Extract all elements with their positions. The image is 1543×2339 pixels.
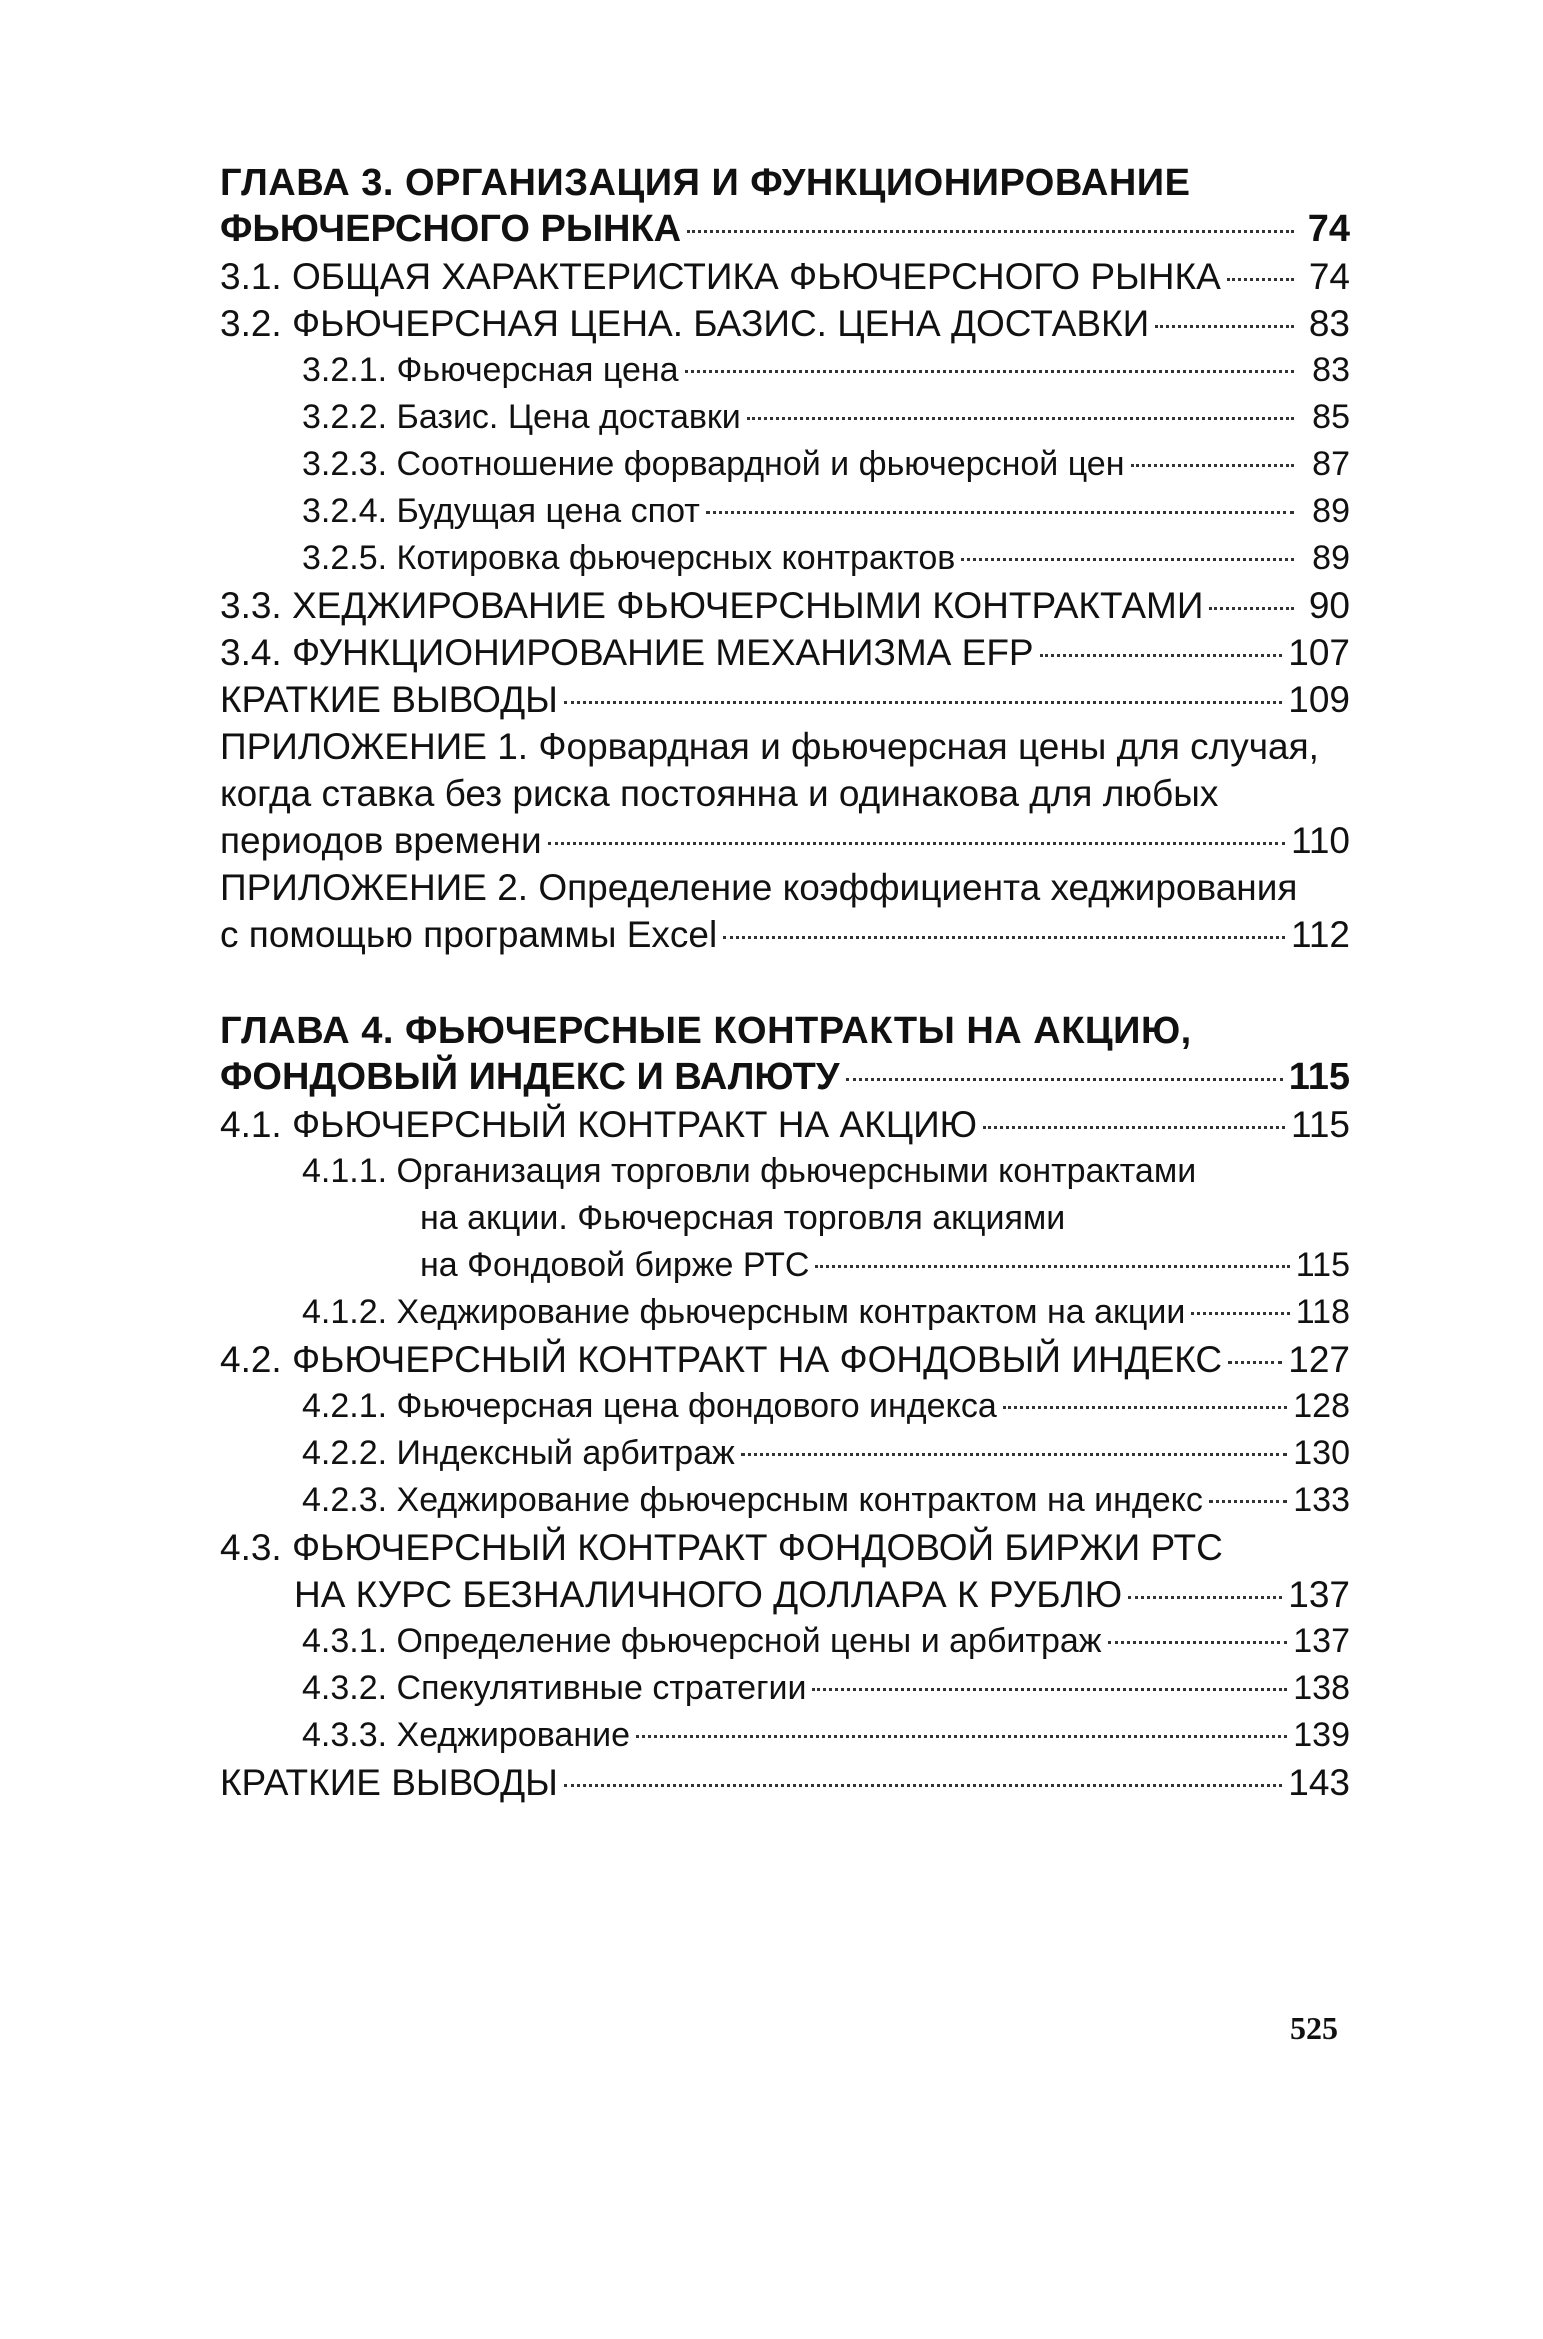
page-number: 83 bbox=[1312, 351, 1350, 389]
toc-entry-4-1-1-line1: 4.1.1. Организация торговли фьючерсными контрактами bbox=[302, 1152, 1197, 1190]
dot-leader bbox=[723, 936, 1285, 939]
toc-entry bbox=[220, 629, 1350, 676]
toc-entry-text: 4.2.3. Хеджирование фьючерсным контрактом на индекс bbox=[302, 1481, 1203, 1519]
toc-entry-4-3-line1: 4.3. ФЬЮЧЕРСНЫЙ КОНТРАКТ ФОНДОВОЙ БИРЖИ РТС bbox=[220, 1527, 1223, 1568]
dot-leader bbox=[1040, 654, 1283, 657]
toc-entry-text: 4.2.2. Индексный арбитраж bbox=[302, 1434, 735, 1472]
toc-entry-text: 4.2. ФЬЮЧЕРСНЫЙ КОНТРАКТ НА ФОНДОВЫЙ ИНДЕКС bbox=[220, 1339, 1223, 1380]
toc-entry-text: 3.2.2. Базис. Цена доставки bbox=[302, 398, 741, 436]
dot-leader bbox=[812, 1688, 1287, 1691]
page-number: 143 bbox=[1288, 1762, 1350, 1803]
page-number: 133 bbox=[1293, 1481, 1350, 1519]
dot-leader bbox=[1108, 1641, 1288, 1644]
chapter-3-title-line2: ФЬЮЧЕРСНОГО РЫНКА bbox=[220, 208, 682, 250]
appendix-2-line2: с помощью программы Excel 112 bbox=[220, 911, 1350, 958]
dot-leader bbox=[1128, 1596, 1282, 1599]
appendix-1-line3: периодов времени 110 bbox=[220, 817, 1350, 864]
toc-entry-text: КРАТКИЕ ВЫВОДЫ bbox=[220, 679, 558, 720]
dot-leader bbox=[1227, 278, 1294, 281]
toc-entry bbox=[220, 676, 1350, 723]
toc-entry bbox=[220, 1665, 1350, 1712]
toc-entry-text: 3.2. ФЬЮЧЕРСНАЯ ЦЕНА. БАЗИС. ЦЕНА ДОСТАВКИ bbox=[220, 303, 1150, 344]
toc-entry bbox=[220, 347, 1350, 394]
page-number: 112 bbox=[1291, 914, 1350, 955]
chapter-4-entries bbox=[220, 1101, 1350, 1806]
chapter-4-title-line2: ФОНДОВЫЙ ИНДЕКС И ВАЛЮТУ bbox=[220, 1056, 840, 1098]
dot-leader bbox=[1155, 325, 1294, 328]
toc-entry-text: 4.3.3. Хеджирование bbox=[302, 1716, 631, 1754]
toc-entry-4-3-line2: НА КУРС БЕЗНАЛИЧНОГО ДОЛЛАРА К РУБЛЮ 137 bbox=[220, 1571, 1350, 1618]
toc-entry-text: 4.1.2. Хеджирование фьючерсным контрактом на акции bbox=[302, 1293, 1186, 1331]
toc-entry bbox=[220, 1101, 1350, 1148]
dot-leader bbox=[687, 230, 1294, 233]
toc-entry bbox=[220, 1712, 1350, 1759]
toc-entry bbox=[220, 1336, 1350, 1383]
dot-leader bbox=[815, 1265, 1289, 1268]
appendix-1-line2: когда ставка без риска постоянна и одинакова для любых bbox=[220, 773, 1219, 814]
toc-entry-text: 3.2.3. Соотношение форвардной и фьючерсной цен bbox=[302, 445, 1125, 483]
page-number: 74 bbox=[1307, 208, 1350, 250]
toc-entry-text: КРАТКИЕ ВЫВОДЫ bbox=[220, 1762, 558, 1803]
page-number: 130 bbox=[1293, 1434, 1350, 1472]
toc-entry bbox=[220, 394, 1350, 441]
toc-entry-text: 3.4. ФУНКЦИОНИРОВАНИЕ МЕХАНИЗМА EFP bbox=[220, 632, 1034, 673]
toc-entry-text: 3.2.5. Котировка фьючерсных контрактов bbox=[302, 539, 956, 577]
page-number: 109 bbox=[1288, 679, 1350, 720]
dot-leader bbox=[564, 701, 1282, 704]
chapter-4-title bbox=[220, 1008, 1350, 1054]
toc-entry-text: 4.3.2. Спекулятивные стратегии bbox=[302, 1669, 807, 1707]
page-number: 87 bbox=[1312, 445, 1350, 483]
page-folio: 525 bbox=[1290, 2010, 1338, 2046]
page-number: 115 bbox=[1295, 1246, 1350, 1284]
toc-entry bbox=[220, 300, 1350, 347]
chapter-3-entries bbox=[220, 253, 1350, 958]
toc-entry-text: 4.1. ФЬЮЧЕРСНЫЙ КОНТРАКТ НА АКЦИЮ bbox=[220, 1104, 978, 1145]
page-number: 137 bbox=[1293, 1622, 1350, 1660]
chapter-4-title-line1: ГЛАВА 4. ФЬЮЧЕРСНЫЕ КОНТРАКТЫ НА АКЦИЮ, bbox=[220, 1010, 1192, 1052]
toc-entry bbox=[220, 1383, 1350, 1430]
chapter-gap bbox=[220, 958, 1350, 1008]
toc-entry bbox=[220, 1759, 1350, 1806]
toc-entry-text: 4.2.1. Фьючерсная цена фондового индекса bbox=[302, 1387, 997, 1425]
toc-entry bbox=[220, 582, 1350, 629]
page-number: 138 bbox=[1293, 1669, 1350, 1707]
chapter-3-title-row bbox=[220, 206, 1350, 253]
dot-leader bbox=[706, 511, 1294, 514]
toc-entry bbox=[220, 1477, 1350, 1524]
page-number: 128 bbox=[1293, 1387, 1350, 1425]
toc-entry bbox=[220, 488, 1350, 535]
page-number: 115 bbox=[1291, 1104, 1350, 1145]
page-number: 110 bbox=[1291, 820, 1350, 861]
dot-leader bbox=[846, 1078, 1283, 1081]
chapter-3-title bbox=[220, 160, 1350, 206]
appendix-1-line1: ПРИЛОЖЕНИЕ 1. Форвардная и фьючерсная цены для случая, bbox=[220, 726, 1319, 767]
dot-leader bbox=[1191, 1312, 1289, 1315]
page-number: 85 bbox=[1312, 398, 1350, 436]
page-number: 127 bbox=[1288, 1339, 1350, 1380]
page-number: 89 bbox=[1312, 492, 1350, 530]
dot-leader bbox=[1209, 607, 1294, 610]
dot-leader bbox=[1131, 464, 1295, 467]
dot-leader bbox=[961, 558, 1294, 561]
dot-leader bbox=[1228, 1361, 1282, 1364]
toc-entry-text: 4.3.1. Определение фьючерсной цены и арбитраж bbox=[302, 1622, 1102, 1660]
dot-leader bbox=[741, 1453, 1287, 1456]
toc-entry bbox=[220, 535, 1350, 582]
appendix-2-line1: ПРИЛОЖЕНИЕ 2. Определение коэффициента хеджирования bbox=[220, 867, 1298, 908]
dot-leader bbox=[747, 417, 1294, 420]
page-number: 90 bbox=[1308, 585, 1350, 626]
page-number: 83 bbox=[1308, 303, 1350, 344]
page-number: 137 bbox=[1288, 1574, 1350, 1615]
toc-entry-text: 3.2.1. Фьючерсная цена bbox=[302, 351, 679, 389]
page-number: 107 bbox=[1288, 632, 1350, 673]
page-number: 118 bbox=[1295, 1293, 1350, 1331]
toc-entry bbox=[220, 1430, 1350, 1477]
dot-leader bbox=[983, 1126, 1285, 1129]
dot-leader bbox=[1003, 1406, 1288, 1409]
toc-entry-text: 3.3. ХЕДЖИРОВАНИЕ ФЬЮЧЕРСНЫМИ КОНТРАКТАМИ bbox=[220, 585, 1204, 626]
dot-leader bbox=[1209, 1500, 1287, 1503]
dot-leader bbox=[564, 1784, 1282, 1787]
toc-entry-4-1-1-line2: на акции. Фьючерсная торговля акциями bbox=[420, 1199, 1066, 1237]
dot-leader bbox=[636, 1735, 1287, 1738]
toc-entry bbox=[220, 253, 1350, 300]
toc-entry-text: 3.2.4. Будущая цена спот bbox=[302, 492, 700, 530]
toc-entry bbox=[220, 1618, 1350, 1665]
dot-leader bbox=[685, 370, 1294, 373]
page-number: 74 bbox=[1308, 256, 1350, 297]
table-of-contents bbox=[220, 160, 1350, 1806]
toc-entry-4-1-1-line3: на Фондовой бирже РТС 115 bbox=[220, 1242, 1350, 1289]
page-number: 139 bbox=[1293, 1716, 1350, 1754]
toc-entry-text: 3.1. ОБЩАЯ ХАРАКТЕРИСТИКА ФЬЮЧЕРСНОГО РЫНКА bbox=[220, 256, 1221, 297]
page-number: 115 bbox=[1288, 1056, 1350, 1098]
page-number: 89 bbox=[1312, 539, 1350, 577]
toc-entry bbox=[220, 1289, 1350, 1336]
chapter-3-title-line1: ГЛАВА 3. ОРГАНИЗАЦИЯ И ФУНКЦИОНИРОВАНИЕ bbox=[220, 162, 1191, 204]
toc-entry bbox=[220, 441, 1350, 488]
dot-leader bbox=[548, 842, 1285, 845]
chapter-4-title-row bbox=[220, 1054, 1350, 1101]
